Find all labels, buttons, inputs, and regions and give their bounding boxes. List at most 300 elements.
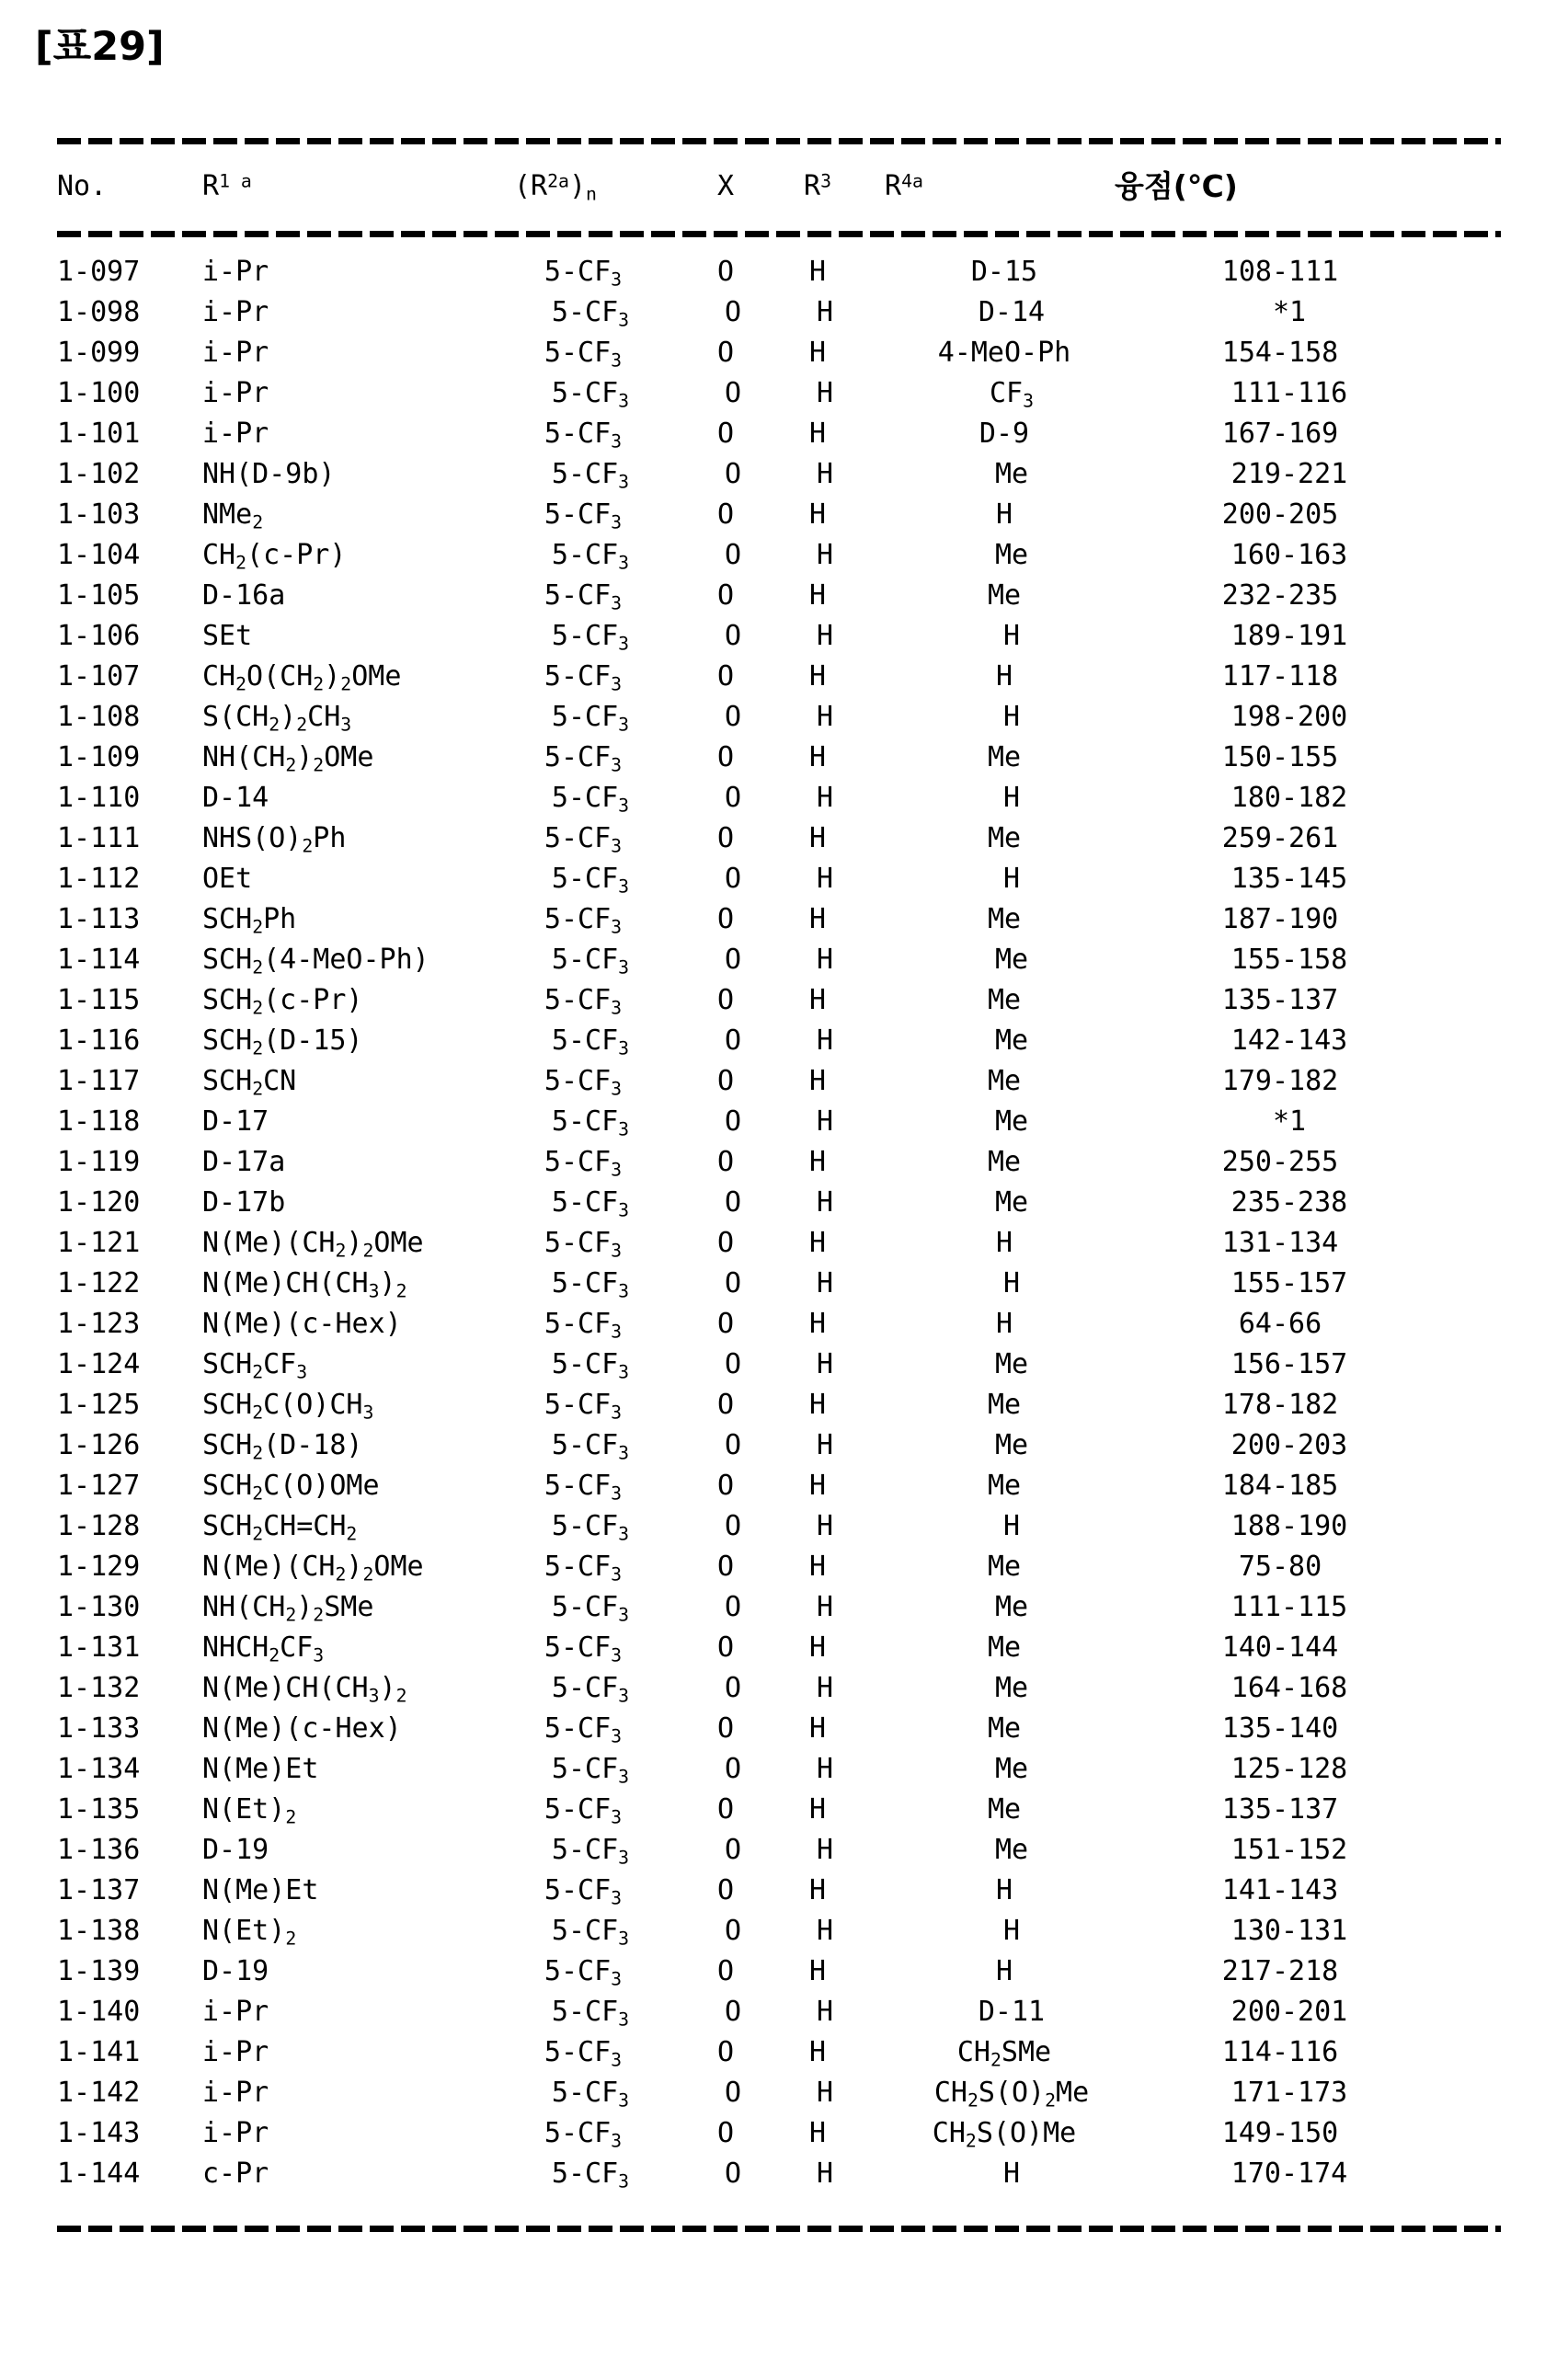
cell-x: O [716,660,735,693]
cell-r2a: $5-CF_3$ [551,1996,630,2031]
cell-x: O [716,2117,735,2149]
cell-r3: H [808,1389,827,1421]
cell-r2a: $5-CF_3$ [551,863,630,898]
cell-r4a: H [1002,1510,1021,1542]
cell-r3: H [816,1753,834,1785]
cell-melting-point: 135-137 [1221,984,1339,1016]
cell-x: O [724,1105,742,1138]
cell-r1a: $NHCH_2CF_3$ [202,1631,325,1666]
cell-r3: H [816,1348,834,1380]
cell-x: O [716,1551,735,1583]
cell-r4a: Me [987,1631,1022,1664]
cell-r3: H [808,1955,827,1987]
cell-melting-point: 150-155 [1221,741,1339,773]
cell-r4a: Me [987,1146,1022,1178]
cell-r2a: $5-CF_3$ [551,1510,630,1545]
cell-no: 1-111 [57,822,141,854]
table-row [57,454,1501,495]
table-row [57,1709,1501,1749]
cell-r1a: i-Pr [202,256,269,288]
spacer [57,144,1501,161]
cell-r1a: $N(Me)(CH_2)_2OMe$ [202,1551,424,1585]
cell-r1a: $SCH_2C(O)OMe$ [202,1470,380,1505]
cell-r4a: Me [994,1672,1029,1704]
cell-r1a: i-Pr [202,2117,269,2149]
cell-r2a: $5-CF_3$ [544,418,623,452]
table-row [57,333,1501,373]
cell-x: O [716,1793,735,1826]
cell-r3: H [808,660,827,693]
cell-r3: H [808,1793,827,1826]
table-row [57,1466,1501,1506]
cell-r1a: $NH(CH_2)_2SMe$ [202,1591,374,1626]
cell-no: 1-136 [57,1834,141,1866]
cell-no: 1-143 [57,2117,141,2149]
cell-melting-point: 200-205 [1221,498,1339,531]
cell-melting-point: 200-203 [1230,1429,1348,1461]
cell-r4a: H [1002,782,1021,814]
cell-no: 1-144 [57,2158,141,2190]
cell-melting-point: 125-128 [1230,1753,1348,1785]
cell-melting-point: 184-185 [1221,1470,1339,1502]
cell-melting-point: 232-235 [1221,579,1339,612]
column-header-r1a: $R^{1 a}$ [202,170,252,202]
cell-x: O [716,418,735,450]
cell-r4a: Me [994,539,1029,571]
cell-no: 1-123 [57,1308,141,1340]
cell-r4a: Me [987,1793,1022,1826]
cell-r1a: $NHS(O)_2Ph$ [202,822,347,857]
cell-no: 1-142 [57,2077,141,2109]
cell-r2a: $5-CF_3$ [544,903,623,938]
cell-no: 1-129 [57,1551,141,1583]
cell-x: O [724,1267,742,1299]
spacer [57,237,1501,252]
cell-r2a: $5-CF_3$ [551,1591,630,1626]
cell-r1a: i-Pr [202,296,269,328]
cell-r4a: H [995,1308,1013,1340]
table-row [57,2032,1501,2073]
cell-x: O [724,539,742,571]
cell-r2a: $5-CF_3$ [551,944,630,979]
cell-no: 1-110 [57,782,141,814]
cell-r1a: $SCH_2(c-Pr)$ [202,984,363,1019]
cell-r3: H [808,579,827,612]
cell-r3: H [808,984,827,1016]
cell-melting-point: 189-191 [1230,620,1348,652]
cell-r2a: $5-CF_3$ [551,620,630,655]
cell-r2a: $5-CF_3$ [544,984,623,1019]
cell-no: 1-134 [57,1753,141,1785]
cell-melting-point: 217-218 [1221,1955,1339,1987]
cell-r3: H [808,1065,827,1097]
cell-no: 1-133 [57,1712,141,1745]
cell-r3: H [808,2117,827,2149]
table-row [57,1264,1501,1304]
cell-r4a: 4-MeO-Ph [937,337,1071,369]
cell-r1a: $N(Me)CH(CH_3)_2$ [202,1267,407,1302]
cell-no: 1-137 [57,1874,141,1906]
cell-x: O [724,1429,742,1461]
cell-r1a: $NH(CH_2)_2OMe$ [202,741,374,776]
table-row [57,818,1501,859]
cell-melting-point: 164-168 [1230,1672,1348,1704]
cell-r4a: Me [994,1591,1029,1623]
table-row [57,1223,1501,1264]
cell-r3: H [808,1874,827,1906]
cell-melting-point: 200-201 [1230,1996,1348,2028]
table-row [57,697,1501,738]
cell-melting-point: 149-150 [1221,2117,1339,2149]
cell-r4a: $CH_2S(O)_2Me$ [933,2077,1090,2112]
cell-x: O [716,1712,735,1745]
cell-r3: H [808,256,827,288]
table-row [57,1749,1501,1790]
cell-r2a: $5-CF_3$ [551,1915,630,1950]
cell-x: O [724,701,742,733]
cell-no: 1-140 [57,1996,141,2028]
cell-no: 1-117 [57,1065,141,1097]
cell-r4a: D-9 [979,418,1030,450]
cell-no: 1-122 [57,1267,141,1299]
cell-r2a: $5-CF_3$ [544,741,623,776]
table-row [57,1911,1501,1952]
cell-r4a: Me [994,1753,1029,1785]
cell-r3: H [816,1024,834,1057]
cell-no: 1-126 [57,1429,141,1461]
cell-melting-point: 155-157 [1230,1267,1348,1299]
column-header-r2a-n: $(R^{2a})_n$ [514,170,597,205]
column-header-x: X [716,170,735,202]
cell-no: 1-127 [57,1470,141,1502]
cell-melting-point: 117-118 [1221,660,1339,693]
cell-melting-point: 219-221 [1230,458,1348,490]
table-row [57,495,1501,535]
cell-r2a: $5-CF_3$ [544,1065,623,1100]
cell-melting-point: 142-143 [1230,1024,1348,1057]
cell-x: O [716,741,735,773]
cell-melting-point: 131-134 [1221,1227,1339,1259]
cell-x: O [716,1065,735,1097]
cell-melting-point: 151-152 [1230,1834,1348,1866]
cell-x: O [724,1348,742,1380]
cell-r3: H [808,1470,827,1502]
cell-x: O [724,1672,742,1704]
table-rule-top [57,138,1501,144]
cell-r1a: $SCH_2CH=CH_2$ [202,1510,358,1545]
cell-r3: H [816,1834,834,1866]
cell-melting-point: 198-200 [1230,701,1348,733]
cell-no: 1-106 [57,620,141,652]
cell-r1a: D-17 [202,1105,269,1138]
cell-r1a: D-17a [202,1146,286,1178]
cell-no: 1-112 [57,863,141,895]
cell-r4a: D-15 [970,256,1038,288]
cell-x: O [724,1753,742,1785]
cell-r2a: $5-CF_3$ [544,1551,623,1585]
table-row [57,1628,1501,1668]
cell-r4a: D-14 [978,296,1046,328]
cell-r2a: $5-CF_3$ [551,701,630,736]
cell-melting-point: 135-145 [1230,863,1348,895]
table-row [57,1021,1501,1061]
cell-r4a: H [1002,2158,1021,2190]
table-row [57,1102,1501,1142]
cell-r3: H [816,1510,834,1542]
table-rule-bottom [57,2226,1501,2232]
cell-x: O [716,256,735,288]
cell-r1a: D-17b [202,1186,286,1219]
table-row [57,2154,1501,2194]
cell-r3: H [816,782,834,814]
cell-melting-point: 179-182 [1221,1065,1339,1097]
cell-r3: H [816,1591,834,1623]
cell-x: O [716,498,735,531]
cell-x: O [724,377,742,409]
cell-r3: H [816,1429,834,1461]
cell-melting-point: 135-140 [1221,1712,1339,1745]
cell-no: 1-109 [57,741,141,773]
table-row [57,616,1501,657]
cell-no: 1-125 [57,1389,141,1421]
cell-r2a: $5-CF_3$ [551,1267,630,1302]
table-row [57,738,1501,778]
cell-r4a: Me [994,1186,1029,1219]
cell-r1a: $N(Me)CH(CH_3)_2$ [202,1672,407,1707]
cell-no: 1-131 [57,1631,141,1664]
cell-melting-point: 154-158 [1221,337,1339,369]
table-row [57,2073,1501,2113]
cell-no: 1-108 [57,701,141,733]
table-row [57,899,1501,940]
cell-x: O [724,296,742,328]
cell-r1a: $SCH_2CF_3$ [202,1348,308,1383]
cell-r1a: D-14 [202,782,269,814]
table-rule-header [57,231,1501,237]
cell-no: 1-114 [57,944,141,976]
cell-r3: H [808,1146,827,1178]
table-row [57,576,1501,616]
cell-r1a: c-Pr [202,2158,269,2190]
cell-r2a: $5-CF_3$ [544,498,623,533]
cell-no: 1-101 [57,418,141,450]
cell-r2a: $5-CF_3$ [544,2117,623,2152]
cell-r3: H [808,741,827,773]
cell-r1a: $N(Et)_2$ [202,1793,297,1828]
cell-r1a: D-19 [202,1955,269,1987]
cell-r4a: H [1002,1915,1021,1947]
cell-r3: H [816,863,834,895]
table-row [57,1142,1501,1183]
cell-r2a: $5-CF_3$ [544,822,623,857]
table-caption: [표29] [35,24,165,70]
cell-x: O [716,2036,735,2068]
cell-x: O [724,1591,742,1623]
cell-r2a: $5-CF_3$ [551,1348,630,1383]
cell-melting-point: 156-157 [1230,1348,1348,1380]
table-row [57,373,1501,414]
cell-melting-point: 250-255 [1221,1146,1339,1178]
cell-r3: H [816,2158,834,2190]
cell-x: O [716,337,735,369]
cell-r1a: $CH_2(c-Pr)$ [202,539,347,574]
cell-x: O [724,782,742,814]
cell-no: 1-103 [57,498,141,531]
table-row [57,1992,1501,2032]
cell-r1a: D-16a [202,579,286,612]
cell-r3: H [816,1105,834,1138]
cell-r4a: Me [987,822,1022,854]
cell-r3: H [808,1308,827,1340]
cell-r3: H [816,1672,834,1704]
cell-r2a: $5-CF_3$ [551,782,630,817]
cell-melting-point: 171-173 [1230,2077,1348,2109]
cell-no: 1-135 [57,1793,141,1826]
cell-r4a: H [995,498,1013,531]
cell-r2a: $5-CF_3$ [544,1955,623,1990]
cell-r4a: Me [987,1389,1022,1421]
table-row [57,1668,1501,1709]
cell-r4a: Me [994,1105,1029,1138]
cell-no: 1-132 [57,1672,141,1704]
cell-r1a: NH(D-9b) [202,458,336,490]
column-header-r3: $R^3$ [804,170,831,202]
cell-r4a: D-11 [978,1996,1046,2028]
cell-r3: H [808,498,827,531]
table-row [57,2113,1501,2154]
cell-r1a: $SCH_2(D-15)$ [202,1024,363,1059]
cell-r1a: N(Me)(c-Hex) [202,1712,402,1745]
cell-melting-point: 114-116 [1221,2036,1339,2068]
cell-r1a: SEt [202,620,253,652]
cell-no: 1-116 [57,1024,141,1057]
cell-r2a: $5-CF_3$ [551,2158,630,2192]
cell-r4a: H [1002,1267,1021,1299]
cell-r4a: Me [987,1551,1022,1583]
column-header-r4a: $R^{4a}$ [885,170,923,202]
cell-r1a: i-Pr [202,418,269,450]
cell-r2a: $5-CF_3$ [544,1874,623,1909]
cell-r4a: H [1002,620,1021,652]
table-row [57,1830,1501,1871]
cell-x: O [724,2077,742,2109]
cell-r4a: $CF_3$ [989,377,1035,412]
cell-melting-point: 187-190 [1221,903,1339,935]
cell-r3: H [808,1712,827,1745]
cell-x: O [724,1186,742,1219]
cell-r1a: i-Pr [202,337,269,369]
cell-x: O [716,1874,735,1906]
cell-x: O [724,1510,742,1542]
cell-r1a: $SCH_2(4-MeO-Ph)$ [202,944,429,979]
cell-r1a: $SCH_2C(O)CH_3$ [202,1389,374,1424]
cell-no: 1-113 [57,903,141,935]
cell-r4a: $CH_2S(O)Me$ [932,2117,1077,2152]
cell-x: O [716,1470,735,1502]
table-row [57,778,1501,818]
cell-no: 1-119 [57,1146,141,1178]
cell-r2a: $5-CF_3$ [551,539,630,574]
cell-x: O [724,1024,742,1057]
cell-r1a: $N(Et)_2$ [202,1915,297,1950]
cell-x: O [724,1996,742,2028]
cell-x: O [716,1955,735,1987]
cell-r2a: $5-CF_3$ [544,256,623,291]
cell-r1a: N(Me)Et [202,1874,319,1906]
cell-melting-point: 130-131 [1230,1915,1348,1947]
cell-r1a: $SCH_2(D-18)$ [202,1429,363,1464]
compound-table [57,138,1501,2232]
cell-no: 1-130 [57,1591,141,1623]
cell-no: 1-141 [57,2036,141,2068]
table-row [57,1425,1501,1466]
cell-x: O [716,1146,735,1178]
cell-no: 1-118 [57,1105,141,1138]
cell-no: 1-121 [57,1227,141,1259]
cell-r1a: D-19 [202,1834,269,1866]
cell-no: 1-102 [57,458,141,490]
cell-melting-point: 180-182 [1230,782,1348,814]
cell-r4a: Me [994,458,1029,490]
cell-r1a: $S(CH_2)_2CH_3$ [202,701,352,736]
table-row [57,1871,1501,1911]
cell-r2a: $5-CF_3$ [544,1308,623,1343]
cell-r2a: $5-CF_3$ [544,2036,623,2071]
cell-r1a: NMe$_2$ [202,498,264,533]
cell-r2a: $5-CF_3$ [551,1753,630,1788]
cell-r3: H [816,620,834,652]
cell-r3: H [816,458,834,490]
cell-r3: H [816,539,834,571]
cell-x: O [716,984,735,1016]
cell-r2a: $5-CF_3$ [544,579,623,614]
cell-r1a: i-Pr [202,2077,269,2109]
cell-r3: H [808,1631,827,1664]
cell-no: 1-099 [57,337,141,369]
cell-no: 1-120 [57,1186,141,1219]
table-row [57,1587,1501,1628]
table-row [57,980,1501,1021]
cell-r2a: $5-CF_3$ [544,337,623,372]
cell-r4a: H [995,1227,1013,1259]
cell-x: O [716,903,735,935]
cell-no: 1-115 [57,984,141,1016]
cell-x: O [724,2158,742,2190]
cell-r3: H [808,337,827,369]
table-row [57,1506,1501,1547]
cell-r1a: i-Pr [202,2036,269,2068]
cell-x: O [724,1834,742,1866]
cell-melting-point: *1 [1272,1105,1307,1138]
cell-no: 1-139 [57,1955,141,1987]
cell-no: 1-098 [57,296,141,328]
cell-melting-point: 167-169 [1221,418,1339,450]
cell-r2a: $5-CF_3$ [551,1429,630,1464]
cell-r2a: $5-CF_3$ [551,1834,630,1869]
cell-melting-point: 155-158 [1230,944,1348,976]
cell-melting-point: 75-80 [1238,1551,1322,1583]
cell-r1a: $N(Me)(CH_2)_2OMe$ [202,1227,424,1262]
table-row [57,414,1501,454]
cell-r2a: $5-CF_3$ [544,1146,623,1181]
cell-no: 1-107 [57,660,141,693]
cell-melting-point: 111-115 [1230,1591,1348,1623]
cell-r4a: Me [994,1429,1029,1461]
cell-x: O [716,822,735,854]
table-row [57,1952,1501,1992]
cell-r4a: Me [987,1470,1022,1502]
cell-x: O [716,1308,735,1340]
